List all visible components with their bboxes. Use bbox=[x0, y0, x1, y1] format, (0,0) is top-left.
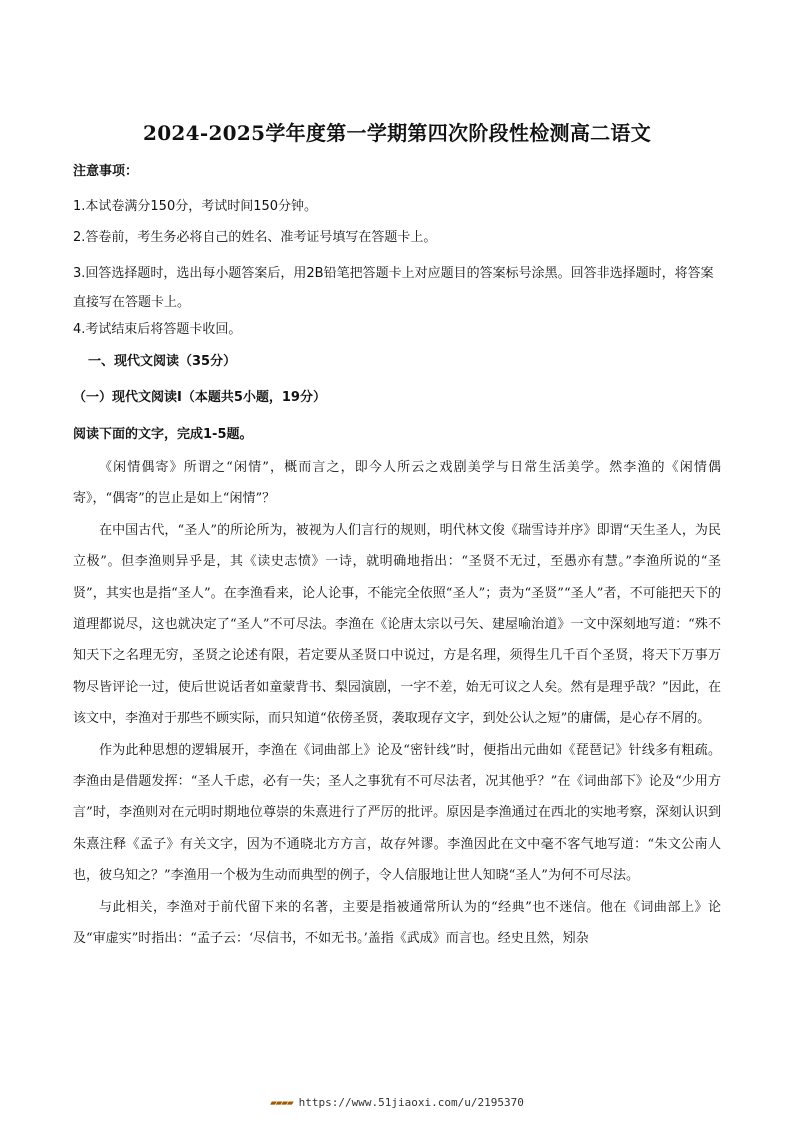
page-footer bbox=[0, 1096, 794, 1109]
notice-heading: 注意事项： bbox=[73, 164, 139, 179]
passage-paragraph-4: 与此相关，李渔对于前代留下来的名著，主要是指被通常所认为的“经典”也不迷信。他在《词曲部上》论及“审虚实”时指出：“孟子云：‘尽信书，不如无书。’盖指《武成》而言也。经史且然，矧杂 bbox=[73, 899, 721, 947]
notice-item-4: 4.考试结束后将答题卡收回。 bbox=[73, 322, 242, 337]
passage-paragraph-3: 作为此种思想的逻辑展开，李渔在《词曲部上》论及“密针线”时，便指出元曲如《琵琶记》针线多有粗疏。李渔由是借题发挥：“圣人千虑，必有一失；圣人之事犹有不可尽法者，况其他乎？”在《词曲部下》论及“少用方言”时，李渔则对在元明时期地位尊崇的朱熹进行了严厉的批评。原因是李渔通过在西北的实地考察，深刻认识到朱熹注释《孟子》有关文字，因为不通晓北方方言，故存舛谬。李渔因此在文中毫不客气地写道：“朱文公南人也，彼乌知之？”李渔用一个极为生动而典型的例子，令人信服地让世人知晓“圣人”为何不可尽法。 bbox=[73, 742, 721, 884]
reading-instruction: 阅读下面的文字，完成1-5题。 bbox=[73, 427, 253, 442]
reading-passage bbox=[73, 452, 721, 955]
passage-paragraph-1: 《闲情偶寄》所谓之“闲情”，概而言之，即今人所云之戏剧美学与日常生活美学。然李渔的《闲情偶寄》，“偶寄”的岂止是如上“闲情”？ bbox=[73, 460, 721, 507]
page-title: 2024-2025学年度第一学期第四次阶段性检测高二语文 bbox=[142, 121, 652, 145]
notice-item-3: 3.回答选择题时，选出每小题答案后，用2B铅笔把答题卡上对应题目的答案标号涂黑。回答非选择题时，将答案直接写在答题卡上。 bbox=[73, 266, 714, 310]
section-heading: 一、现代文阅读（35分） bbox=[88, 354, 237, 369]
subsection-heading: （一）现代文阅读Ⅰ（本题共5小题，19分） bbox=[73, 390, 326, 405]
notice-item-1: 1.本试卷满分150分，考试时间150分钟。 bbox=[73, 199, 318, 214]
footer-url-link[interactable]: https://www.51jiaoxi.com/u/2195370 bbox=[298, 1096, 524, 1109]
passage-paragraph-2: 在中国古代，“圣人”的所论所为，被视为人们言行的规则，明代林文俊《瑞雪诗并序》即谓“天生圣人，为民立极”。但李渔则异乎是，其《读史志愤》一诗，就明确地指出：“圣贤不无过，至愚亦有慧。”李渔所说的“圣贤”，其实也是指“圣人”。在李渔看来，论人论事，不能完全依照“圣人”；责为“圣贤”“圣人”者，不可能把天下的道理都说尽，这也就决定了“圣人”不可尽法。李渔在《论唐太宗以弓矢、建屋喻治道》一文中深刻地写道：“殊不知天下之名理无穷，圣贤之论述有限，若定要从圣贤口中说过，方是名理，须得生几千百个圣贤，将天下万事万物尽皆评论一过，使后世说话者如童蒙背书、梨园演剧，一字不差，始无可议之人矣。然有是理乎哉？”因此，在该文中，李渔对于那些不顾实际，而只知道“依傍圣贤，袭取现存文字，到处公认之短”的庸儒，是心存不屑的。 bbox=[73, 522, 721, 727]
footer-marks: ▰▰▰▰ bbox=[270, 1096, 293, 1109]
notice-item-2: 2.答卷前，考生务必将自己的姓名、准考证号填写在答题卡上。 bbox=[73, 230, 437, 245]
